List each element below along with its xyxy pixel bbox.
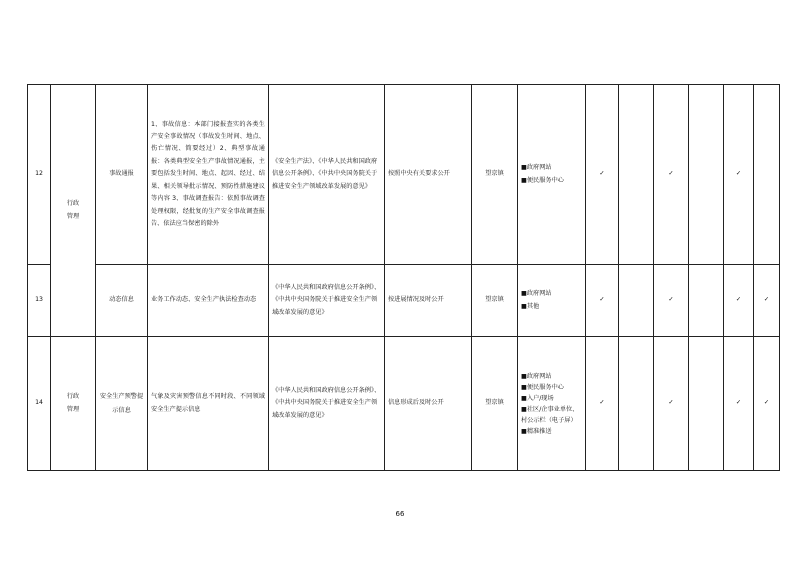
item-name: 安全生产预警提示信息 xyxy=(96,337,148,471)
check-cell xyxy=(689,337,724,471)
subject-cell: 望京镇 xyxy=(472,265,518,337)
channel-item: ■政府网站 xyxy=(521,290,552,298)
check-cell xyxy=(689,265,724,337)
table-row xyxy=(28,265,780,337)
check-cell: ✓ xyxy=(754,265,780,337)
channel-cell xyxy=(518,85,586,265)
channel-item: ■便民服务中心 xyxy=(521,383,564,391)
channel-item: ■便民服务中心 xyxy=(521,176,564,184)
channel-item: ■其他 xyxy=(521,302,540,310)
check-cell: ✓ xyxy=(724,265,754,337)
check-cell: ✓ xyxy=(654,265,689,337)
item-name: 动态信息 xyxy=(96,265,148,337)
item-name: 事故通报 xyxy=(96,85,148,265)
check-cell xyxy=(619,85,654,265)
channel-cell xyxy=(518,265,586,337)
check-cell: ✓ xyxy=(586,265,619,337)
check-cell: ✓ xyxy=(586,85,619,265)
timing-cell: 按进展情况及时公开 xyxy=(385,265,472,337)
check-cell xyxy=(619,265,654,337)
basis-cell: 《中华人民共和国政府信息公开条例》、《中共中央国务院关于推进安全生产领域改革发展的意见》 xyxy=(269,265,385,337)
page-number: 66 xyxy=(395,510,405,518)
table-row xyxy=(28,85,780,265)
channel-item: ■社区/企事业单位、村公示栏（电子屏） xyxy=(521,405,579,424)
table-row xyxy=(28,337,780,471)
check-cell: ✓ xyxy=(654,337,689,471)
check-cell: ✓ xyxy=(724,85,754,265)
category-cell: 行政 管理 xyxy=(51,337,96,471)
check-cell: ✓ xyxy=(724,337,754,471)
check-cell: ✓ xyxy=(586,337,619,471)
channel-item: ■政府网站 xyxy=(521,372,552,380)
basis-cell: 《中华人民共和国政府信息公开条例》、《中共中央国务院关于推进安全生产领域改革发展的意见》 xyxy=(269,337,385,471)
subject-cell: 望京镇 xyxy=(472,85,518,265)
content-cell: 1、事故信息：本部门接报查实的各类生产安全事故情况（事故发生时间、地点、伤亡情况、简要经过）2、典型事故通报：各类典型安全生产事故情况通报，主要包括发生时间、地点、起因、经过、结果、相关领导批示情况、预防性措施建议等内容 3、事故调查报告：依照事故调查处理权限，经批复的生产安全事故调查报告、依法应当保密的除外 xyxy=(148,85,269,265)
row-number: 14 xyxy=(28,337,51,471)
basis-cell: 《安全生产法》、《中华人民共和国政府信息公开条例》、《中共中央国务院关于推进安全生产领域改革发展的意见》 xyxy=(269,85,385,265)
content-cell: 气象及灾害预警信息不同时段、不同领域安全生产提示信息 xyxy=(148,337,269,471)
row-number: 13 xyxy=(28,265,51,337)
check-cell: ✓ xyxy=(654,85,689,265)
content-cell: 业务工作动态、安全生产执法检查动态 xyxy=(148,265,269,337)
row-number: 12 xyxy=(28,85,51,265)
disclosure-table xyxy=(27,84,780,471)
check-cell xyxy=(689,85,724,265)
check-cell: ✓ xyxy=(754,337,780,471)
channel-cell xyxy=(518,337,586,471)
check-cell xyxy=(754,85,780,265)
check-cell xyxy=(619,337,654,471)
subject-cell: 望京镇 xyxy=(472,337,518,471)
channel-item: ■政府网站 xyxy=(521,164,552,172)
channel-item: ■精准推送 xyxy=(521,427,552,435)
channel-item: ■入户/现场 xyxy=(521,394,554,402)
timing-cell: 信息形成后及时公开 xyxy=(385,337,472,471)
category-cell: 行政 管理 xyxy=(51,85,96,337)
timing-cell: 按照中央有关要求公开 xyxy=(385,85,472,265)
